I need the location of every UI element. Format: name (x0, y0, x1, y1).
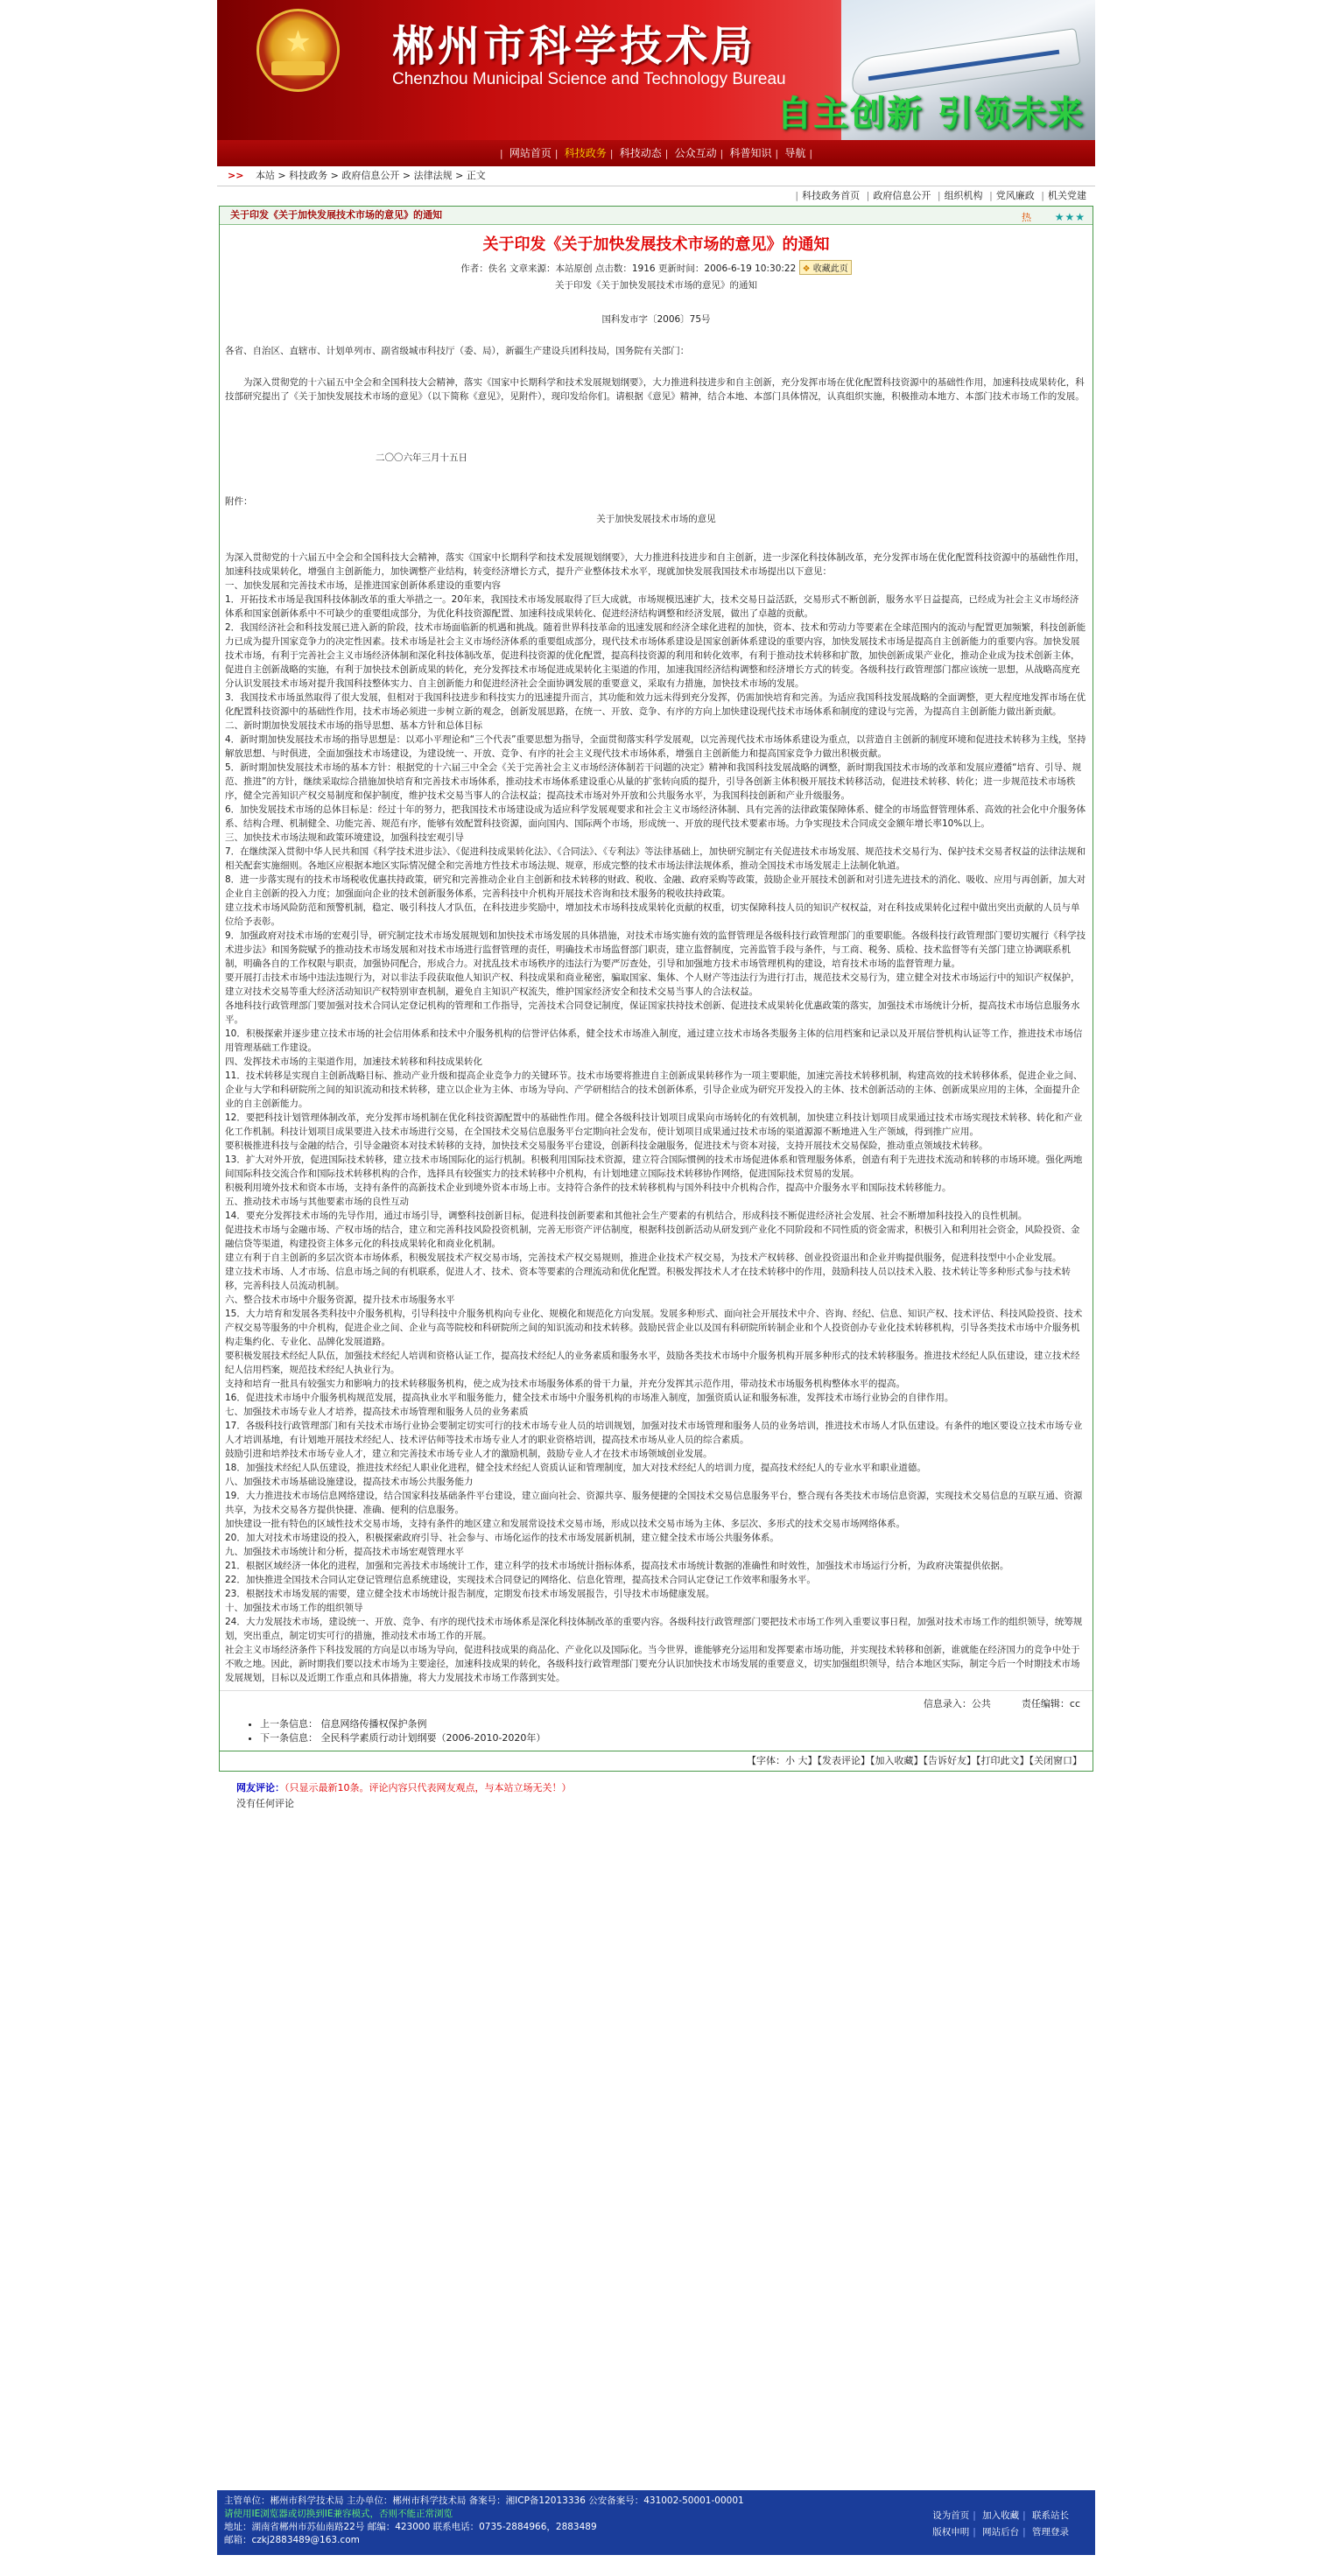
content-paragraph: 1．开拓技术市场是我国科技体制改革的重大举措之一。20年来，我国技术市场发展取得了巨大成就，市场规模迅速扩大，技术交易日益活跃，交易形式不断创新，服务水平日益提高，已经成为社会主义市场经济体系和国家创新体系中不可缺少的重要组成部分，为优化科技资源配置、加速科技成果转化、促进经济结构调整和经济发展，做出了卓越的贡献。 (225, 594, 1079, 619)
content-paragraph: 要积极发展技术经纪人队伍，加强技术经纪人培训和资格认证工作，提高技术经纪人的业务素质和服务水平，鼓励各类技术市场中介服务机构开展多种形式的技术转移服务。推进技术经纪人队伍建设，建立技术经纪人信用档案，规范技术经纪人执业行为。 (225, 1351, 1080, 1375)
breadcrumb-current: 正文 (466, 170, 486, 181)
content-paragraph: 15．大力培育和发展各类科技中介服务机构，引导科技中介服务机构向专业化、规模化和规范化方向发展。发展多种形式、面向社会开展技术中介、咨询、经纪、信息、知识产权、技术评估、科技风险投资、技术产权交易等服务的中介机构，促进企业之间、企业与高等院校和科研院所之间的知识流动和技术转移。鼓励民营企业以及国有科研院所转制企业和个人投资创办专业化技术转移机构，引导各类技术市场中介服务机构走集约化、专业化、品牌化发展道路。 (225, 1309, 1083, 1347)
subnav-affairs-home[interactable]: 科技政务首页 (802, 190, 861, 201)
document-number: 国科发市字〔2006〕75号 (601, 314, 711, 325)
content-paragraph: 8．进一步落实现有的技术市场税收优惠扶持政策，研究和完善推动企业自主创新和技术转移的财政、税收、金融、政府采购等政策，鼓励企业开展技术创新和对引进先进技术的消化、吸收、应用与再创新，加大对企业自主创新的投入力度；加强面向企业的技术创新服务体系，完善科技中介机构开展技术咨询和技术服务的税收扶持政策。 (225, 874, 1086, 899)
content-paragraph: 10．积极探索并逐步建立技术市场的社会信用体系和技术中介服务机构的信誉评估体系，健全技术市场准入制度，通过建立技术市场各类服务主体的信用档案和记录以及开展信誉机构认证等工作，推进技术市场信用管理基础工作建设。 (225, 1028, 1083, 1053)
article-box-title: 关于印发《关于加快发展技术市场的意见》的通知 (230, 209, 442, 221)
next-article-link[interactable]: • 下一条信息： 全民科学素质行动计划纲要（2006-2010-2020年） (260, 1731, 1093, 1745)
content-paragraph: 促进技术市场与金融市场、产权市场的结合，建立和完善科技风险投资机制，完善无形资产评估制度，根据科技创新活动从研发到产业化不同阶段和不同性质的资金需求，积极引入和利用社会资金，风险投资、金融信贷等渠道，构建投资主体多元化的科技成果转化和商业化机制。 (225, 1225, 1080, 1249)
article-content (220, 291, 1093, 1685)
attachment-title: 关于加快发展技术市场的意见 (596, 514, 716, 524)
related-articles (220, 1714, 1093, 1751)
content-paragraph: 20．加大对技术市场建设的投入，积极探索政府引导、社会参与、市场化运作的技术市场发展新机制，建立健全技术市场公共服务体系。 (225, 1533, 779, 1543)
content-paragraph: 加快建设一批有特色的区域性技术交易市场，支持有条件的地区建立和发展常设技术交易市场，形成以技术交易市场为主体、多层次、多形式的技术交易市场网络体系。 (225, 1519, 905, 1529)
set-homepage-link[interactable]: 设为首页 (932, 2510, 970, 2521)
content-paragraph: 3．我国技术市场虽然取得了很大发展，但相对于我国科技进步和科技实力的迅速提升而言，其功能和效力远未得到充分发挥，仍需加快培育和完善。为适应我国科技发展战略的全面调整，更大程度地发挥市场在优化配置科技资源中的基础性作用，技术市场必须进一步树立新的观念，创新发展思路，在统一、开放、竞争、有序的方向上加快建设现代技术市场体系和制度的建设与完善，为提高自主创新能力做出新贡献。 (225, 692, 1086, 717)
content-paragraph: 建立有利于自主创新的多层次资本市场体系，积极发展技术产权交易市场，完善技术产权交易规则，推进企业技术产权交易，为技术产权转移、创业投资退出和企业并购提供服务，促进科技型中小企业发展。 (225, 1253, 1062, 1263)
content-paragraph: 三、加快技术市场法规和政策环境建设，加强科技宏观引导 (225, 832, 464, 843)
content-paragraph: 2．我国经济社会和科技发展已进入新的阶段，技术市场面临新的机遇和挑战。随着世界科技革命的迅速发展和经济全球化进程的加快，资本、技术和劳动力等要素在全球范围内的流动与配置更加频繁，科技创新能力已成为提升国家竞争力的决定性因素。技术市场是社会主义市场经济体系的重要组成部分，现代技术市场体系建设是国家创新体系建设的重要内容，加快发展技术市场是提高自主创新能力的重要内容。加快发展技术市场，有利于完善社会主义市场经济体制和深化科技体制改革，促进科技资源的优化配置，提高科技资源的利用和转化效率，有利于推动技术转移和扩散，加快创新成果产业化，推动企业成为技术创新主体，促进自主创新战略的实施，有利于加快技术创新成果的转化，充分发挥技术市场促进成果转化主渠道的作用，加速我国经济结构调整和经济增长方式的转变。各级科技行政管理部门都应该统一思想，从战略高度充分认识发展技术市场对提升我国科技整体实力、自主创新能力和促进经济社会全面协调发展的重要意义，采取有力措施，加快技术市场的发展。 (225, 622, 1086, 689)
add-favorite-link[interactable]: 加入收藏 (982, 2510, 1020, 2521)
nav-sci-news[interactable]: 科技动态 (619, 147, 662, 159)
content-paragraph: 11．技术转移是实现自主创新战略目标、推动产业升级和提高企业竞争力的关键环节。技术市场要将推进自主创新成果转移作为一项主要职能，加速完善技术转移机制，构建高效的技术转移体系，促进企业之间、企业与大学和科研院所之间的知识流动和技术转移，建立以企业为主体、市场为导向、产学研相结合的技术创新体系，引导企业成为研究开发投入的主体、技术创新活动的主体、创新成果应用的主体，全面提升企业的自主创新能力。 (225, 1070, 1083, 1109)
content-paragraph: 为深入贯彻党的十六届五中全会和全国科技大会精神，落实《国家中长期科学和技术发展规划纲要》，大力推进科技进步和自主创新，进一步深化科技体制改革，充分发挥市场在优化配置科技资源中的基础性作用，加速科技成果转化，增强自主创新能力，加快调整产业结构，转变经济增长方式，提升产业整体技术水平，现就加快发展我国技术市场提出以下意见： (225, 552, 1085, 577)
banner-slogan: 自主创新 引领未来 (776, 94, 1085, 134)
article-meta-text: 作者：佚名 文章来源：本站原创 点击数：1916 更新时间：2006-6-19 10:30:22 (460, 263, 797, 274)
content-paragraph: 八、加强技术市场基础设施建设，提高技术市场公共服务能力 (225, 1477, 474, 1487)
content-paragraph: 积极利用境外技术和资本市场，支持有条件的高新技术企业到境外资本市场上市。支持符合条件的技术转移机构与国外科技中介机构合作，提高中介服务水平和国际技术转移能力。 (225, 1183, 952, 1193)
sub-navigation: | 科技政务首页 | 政府信息公开 | 组织机构 | 党风廉政 | 机关党建 (795, 190, 1086, 201)
site-title-en: Chenzhou Municipal Science and Technology Bureau (392, 70, 786, 88)
content-paragraph: 13．扩大对外开放，促进国际技术转移，建立技术市场国际化的运行机制。积极利用国际技术资源，建立符合国际惯例的技术市场促进体系和管理服务体系，创造有利于先进技术流动和转移的市场环境。强化两地间国际科技交流合作和国际技术转移机构的合作，选择具有较强实力的技术转移中介机构，有计划地建立国际技术转移协作网络，促进国际技术贸易的发展。 (225, 1155, 1083, 1179)
content-paragraph: 7．在继续深入贯彻中华人民共和国《科学技术进步法》、《促进科技成果转化法》、《合同法》、《专利法》等法律基础上，加快研究制定有关促进技术市场发展、规范技术交易行为、保护技术交易者权益的法律法规和相关配套实施细则。各地区应根据本地区实际情况健全和完善地方性技术市场法规、规章，形成完整的技术市场法律法规体系，推动全国技术市场发展走上法制化轨道。 (225, 846, 1086, 871)
content-paragraph: 支持和培育一批具有较强实力和影响力的技术转移服务机构，使之成为技术市场服务体系的骨干力量，并充分发挥其示范作用，带动技术市场服务机构整体水平的提高。 (225, 1379, 905, 1389)
nav-guide[interactable]: 导航 (784, 147, 806, 159)
content-paragraph: 17．各级科技行政管理部门和有关技术市场行业协会要制定切实可行的技术市场专业人员的培训规划，加强对技术市场管理和服务人员的业务培训，推进技术市场人才队伍建设。有条件的地区要设立技术市场专业人才培训基地，有计划地开展技术经纪人、技术评估师等技术市场专业人才的职业资格培训，提高技术市场从业人员的综合素质。 (225, 1421, 1083, 1445)
content-paragraph: 要开展打击技术市场中违法违规行为，对以非法手段获取他人知识产权、科技成果和商业秘密，骗取国家、集体、个人财产等违法行为进行打击，规范技术交易行为，建立健全对技术市场运行中的知识产权保护，建立对技术交易等重大经济活动知识产权特别审查机制，避免自主知识产权流失，维护国家经济安全和技术交易当事人的合法权益。 (225, 972, 1080, 997)
content-paragraph: 21．根据区域经济一体化的进程，加强和完善技术市场统计工作，建立科学的技术市场统计指标体系，提高技术市场统计数据的准确性和时效性，加强技术市场运行分析，为政府决策提供依据。 (225, 1561, 1009, 1571)
site-title-cn: 郴州市科学技术局 (392, 22, 757, 71)
salutation: 各省、自治区、直辖市、计划单列市、副省级城市科技厅（委、局），新疆生产建设兵团科技局，国务院有关部门： (225, 346, 690, 356)
breadcrumb-laws[interactable]: 法律法规 (413, 170, 453, 181)
nav-public-interaction[interactable]: 公众互动 (674, 147, 717, 159)
breadcrumb: >> 本站 > 科技政务 > 政府信息公开 > 法律法规 > 正文 (217, 166, 1095, 186)
breadcrumb-arrow-icon: >> (228, 170, 244, 181)
content-paragraph: 5．新时期加快发展技术市场的基本方针：根据党的十六届三中全会《关于完善社会主义市场经济体制若干问题的决定》精神和我国科技发展战略的调整，新时期我国技术市场的改革和发展应遵循“培育、引导、规范、推进”的方针，继续采取综合措施加快培育和完善技术市场体系，推动技术市场体系建设重心从量的扩张转向质的提升，引导各创新主体积极开展技术转移活动，促进技术转移、转化；进一步规范技术市场秩序，健全完善知识产权交易制度和保护制度，维护技术交易当事人的合法权益；提高技术市场对外开放和公共服务水平，为我国科技创新和产业升级服务。 (225, 762, 1082, 801)
main-navigation: | 网站首页 | 科技政务 | 科技动态 | 公众互动 | 科普知识 | 导航 | (217, 140, 1095, 166)
attachment-label: 附件： (225, 496, 253, 507)
editor-info (220, 1690, 1093, 1714)
comments-label: 网友评论： (236, 1782, 285, 1793)
content-paragraph: 六、整合技术市场中介服务资源，提升技术市场服务水平 (225, 1295, 455, 1305)
bookmark-label: 收藏此页 (812, 264, 848, 274)
content-paragraph: 18．加强技术经纪人队伍建设，推进技术经纪人职业化进程，健全技术经纪人资质认证和管理制度，加大对技术经纪人的培训力度，提高技术经纪人的专业水平和职业道德。 (225, 1463, 926, 1473)
article-title: 关于印发《关于加快发展技术市场的意见》的通知 (482, 235, 830, 254)
nav-popular-science[interactable]: 科普知识 (729, 147, 772, 159)
comments-note: （只显示最新10条。评论内容只代表网友观点，与本站立场无关！） (285, 1782, 572, 1793)
content-paragraph: 14．要充分发挥技术市场的先导作用，通过市场引导，调整科技创新目标，促进科技创新要素和其他社会生产要素的有机结合，形成科技不断促进经济社会发展、社会不断增加科技投入的良性机制。 (225, 1211, 1028, 1221)
article-box-header (220, 207, 1093, 225)
breadcrumb-info-public[interactable]: 政府信息公开 (341, 170, 400, 181)
content-paragraph: 12．要把科技计划管理体制改革，充分发挥市场机制在优化科技资源配置中的基础性作用。健全各级科技计划项目成果向市场转化的有效机制，加快建立科技计划项目成果通过技术市场实现技术转移、转化和产业化工作机制。科技计划项目成果要进入技术市场进行交易，在全国技术交易信息服务平台定期向社会发布，使计划项目成果通过技术市场的渠道源源不断地进入生产领域，得到推广应用。 (225, 1113, 1083, 1137)
copyright-link[interactable]: 版权申明 (932, 2527, 970, 2537)
content-paragraph: 要积极推进科技与金融的结合，引导金融资本对技术转移的支持，加快技术交易服务平台建设，创新科技金融服务，促进技术与资本对接，支持开展技术交易保险，推动重点领域技术转移。 (225, 1141, 988, 1151)
contact-admin-link[interactable]: 联系站长 (1032, 2510, 1069, 2521)
subnav-info-public[interactable]: 政府信息公开 (873, 190, 931, 201)
rating-stars-icon: ★★★ (1054, 211, 1086, 223)
content-paragraph: 社会主义市场经济条件下科技发展的方向是以市场为导向，促进科技成果的商品化、产业化以及国际化。当今世界，谁能够充分运用和发挥要素市场功能，并实现技术转移和创新，谁就能在经济国力的竞争中处于不败之地。因此，新时期我们要以技术市场为主要途径，加速科技成果的转化，各级科技行政管理部门要充分认识加快技术市场发展的重要意义，切实加强组织领导，结合本地区实际，制定今后一个时期技术市场发展规划，目标以及近期工作重点和具体措施，将大力发展技术市场工作落到实处。 (225, 1645, 1080, 1683)
content-paragraph: 七、加强技术市场专业人才培养，提高技术市场管理和服务人员的业务素质 (225, 1407, 529, 1417)
article-meta (220, 260, 1093, 275)
content-paragraph: 6．加快发展技术市场的总体目标是：经过十年的努力，把我国技术市场建设成为适应科学发展观要求和社会主义市场经济体制、具有完善的法律政策保障体系、健全的市场监督管理体系、高效的社会化中介服务体系、结构合理、机制健全、功能完善、规范有序，能够有效配置科技资源，面向国内、国际两个市场，形成统一、开放的现代技术要素市场。力争实现技术合同成交金额年增长率10%以上。 (225, 804, 1086, 829)
site-admin-link[interactable]: 网站后台 (982, 2527, 1020, 2537)
content-paragraph: 22．加快推进全国技术合同认定登记管理信息系统建设，实现技术合同登记的网络化、信息化管理，提高技术合同认定登记工作效率和服务水平。 (225, 1575, 816, 1585)
national-emblem-icon: ★ (256, 9, 340, 92)
article-box (219, 206, 1093, 1772)
subnav-integrity[interactable]: 党风廉政 (995, 190, 1035, 201)
subnav-party[interactable]: 机关党建 (1048, 190, 1086, 201)
content-paragraph: 鼓励引进和培养技术市场专业人才，建立和完善技术市场专业人才的激励机制，鼓励专业人才在技术市场领域创业发展。 (225, 1449, 713, 1459)
content-paragraph: 23．根据技术市场发展的需要，建立健全技术市场统计报告制度，定期发布技术市场发展报告，引导技术市场健康发展。 (225, 1589, 715, 1599)
breadcrumb-sci-affairs[interactable]: 科技政务 (289, 170, 328, 181)
footer-links: 设为首页 | 加入收藏 | 联系站长 版权申明 | 网站后台 | 管理登录 (932, 2510, 1069, 2537)
nav-sci-affairs[interactable]: 科技政务 (564, 147, 607, 159)
hot-badge: 热 (1022, 212, 1031, 223)
issue-date: 二〇〇六年三月十五日 (376, 453, 467, 463)
content-paragraph: 一、加快发展和完善技术市场，是推进国家创新体系建设的重要内容 (225, 580, 501, 591)
intro-paragraph: 为深入贯彻党的十六届五中全会和全国科技大会精神，落实《国家中长期科学和技术发展规划纲要》，大力推进科技进步和自主创新，充分发挥市场在优化配置科技资源中的基础性作用，加速科技成果转化，科技部研究提出了《关于加快发展技术市场的意见》（以下简称《意见》，见附件），现印发给你们。请根据《意见》精神，结合本地、本部门具体情况，认真组织实施，积极推动本地方、本部门技术市场工作的发展。 (225, 377, 1085, 402)
content-paragraph: 四、发挥技术市场的主渠道作用，加速技术转移和科技成果转化 (225, 1056, 482, 1067)
content-paragraph: 十、加强技术市场工作的组织领导 (225, 1603, 363, 1613)
content-paragraph: 24．大力发展技术市场，建设统一、开放、竞争、有序的现代技术市场体系是深化科技体制改革的重要内容。各级科技行政管理部门要把技术市场工作列入重要议事日程，加强对技术市场工作的组织领导，统筹规划，突出重点，制定切实可行的措施，推动技术市场工作的开展。 (225, 1617, 1083, 1641)
article-tools[interactable]: 【字体：小 大】【发表评论】【加入收藏】【告诉好友】【打印此文】【关闭窗口】 (220, 1751, 1093, 1771)
content-paragraph: 16．促进技术市场中介服务机构规范发展，提高执业水平和服务能力，健全技术市场中介服务机构的市场准入制度，加强资质认证和服务标准，发挥技术市场行业协会的自律作用。 (225, 1393, 954, 1403)
responsible-editor: 责任编辑：cc (1021, 1698, 1080, 1709)
content-paragraph: 各地科技行政管理部门要加强对技术合同认定登记机构的管理和工作指导，完善技术合同登记制度，保证国家扶持技术创新、促进技术成果转化优惠政策的落实，加强技术市场统计分析，提高技术市场信息服务水平。 (225, 1000, 1080, 1025)
comments-section (236, 1780, 1095, 1812)
article-subtitle: 关于印发《关于加快发展技术市场的意见》的通知 (555, 280, 757, 291)
content-paragraph: 五、推动技术市场与其他要素市场的良性互动 (225, 1197, 409, 1207)
entry-person: 信息录入：公共 (923, 1698, 991, 1709)
footer-address: 地址：湖南省郴州市苏仙南路22号 邮编：423000 联系电话：0735-2884966，2883489 (224, 2522, 597, 2532)
site-banner (217, 0, 1095, 140)
attachment-body (225, 551, 1087, 1685)
footer-email: 邮箱：czkj2883489@163.com (224, 2535, 360, 2545)
content-paragraph: 九、加强技术市场统计和分析，提高技术市场宏观管理水平 (225, 1547, 464, 1557)
content-paragraph: 19．大力推进技术市场信息网络建设，结合国家科技基础条件平台建设，建立面向社会、资源共享、服务便捷的全国技术交易信息服务平台，整合现有各类技术市场信息资源，实现技术交易信息的互联互通、资源共享，为技术交易各方提供快捷、准确、便利的信息服务。 (225, 1491, 1083, 1515)
content-paragraph: 建立技术市场风险防范和预警机制，稳定、吸引科技人才队伍，在科技进步奖励中，增加技术市场科技成果转化贡献的权重，切实保障科技人员的知识产权权益，对在科技成果转化过程中做出突出贡献的人员与单位给予表彰。 (225, 902, 1080, 927)
admin-login-link[interactable]: 管理登录 (1032, 2527, 1069, 2537)
content-paragraph: 4．新时期加快发展技术市场的指导思想是：以邓小平理论和“三个代表”重要思想为指导，全面贯彻落实科学发展观，以完善现代技术市场体系建设为重点，以营造自主创新的制度环境和促进技术转移为主线，坚持解放思想、与时俱进，全面加强技术市场建设，为建设统一、开放、竞争、有序的社会主义现代技术市场体系，增强自主创新能力和提高国家竞争力做出积极贡献。 (225, 734, 1086, 759)
subnav-organization[interactable]: 组织机构 (944, 190, 983, 201)
nav-home[interactable]: 网站首页 (509, 147, 552, 159)
breadcrumb-home[interactable]: 本站 (255, 170, 275, 181)
bookmark-icon: ❖ (802, 264, 811, 274)
bookmark-button[interactable] (799, 260, 852, 275)
comments-empty: 没有任何评论 (236, 1798, 294, 1809)
site-footer (217, 2490, 1095, 2555)
page-wrapper (217, 0, 1095, 2545)
content-paragraph: 二、新时期加快发展技术市场的指导思想、基本方针和总体目标 (225, 720, 482, 731)
prev-article-link[interactable]: • 上一条信息： 信息网络传播权保护条例 (260, 1717, 1093, 1731)
content-paragraph: 建立技术市场、人才市场、信息市场之间的有机联系，促进人才、技术、资本等要素的合理流动和优化配置。积极发挥技术人才在技术转移中的作用，鼓励科技人员以技术入股、技术转让等多种形式参与技术转移，完善科技人员流动机制。 (225, 1267, 1071, 1291)
footer-browser-note: 请使用IE浏览器或切换到IE兼容模式，否则不能正常浏览 (224, 2509, 453, 2519)
content-paragraph: 9．加强政府对技术市场的宏观引导，研究制定技术市场发展规划和加快技术市场发展的具体措施，对技术市场实施有效的监督管理是各级科技行政管理部门的重要职能。各级科技行政管理部门要切实履行《科学技术进步法》和国务院赋予的推动技术市场发展和对技术市场进行监督管理的责任，明确技术市场监督部门职责，建立监督制度，完善监管手段与条件，与工商、税务、质检、技术监督等有关部门建立协调联系机制，明确各自的工作权限与职责，加强协同配合，形成合力。对扰乱技术市场秩序的违法行为要严厉查处，引导和加强地方技术市场管理机构的建设，培育技术市场的监督管理力量。 (225, 930, 1086, 969)
footer-owner: 主管单位：郴州市科学技术局 主办单位：郴州市科学技术局 备案号：湘ICP备12013336 公安备案号：431002-50001-00001 (224, 2495, 744, 2506)
